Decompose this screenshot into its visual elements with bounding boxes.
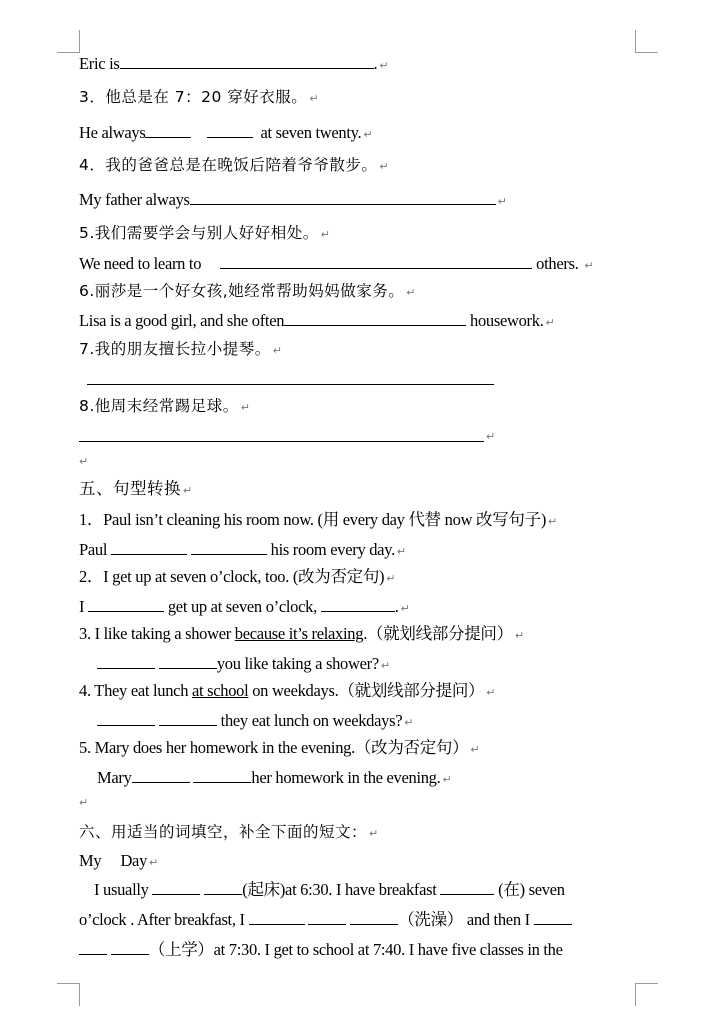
- answer-blank[interactable]: [249, 909, 305, 925]
- answer-blank[interactable]: [321, 596, 395, 612]
- answer-blank[interactable]: [111, 939, 149, 955]
- answer-blank[interactable]: [159, 653, 217, 669]
- transform-q2: 2．I get up at seven o’clock, too. (改为否定句) ↵: [79, 567, 396, 586]
- transform-q4: 4. They eat lunch at school on weekdays.（就划线部分提问） ↵: [79, 681, 496, 700]
- answer-blank[interactable]: [191, 539, 267, 555]
- passage-line-1: I usually (起床)at 6:30. I have breakfast (在) seven: [94, 880, 565, 899]
- transform-q1-answer: Paul his room every day. ↵: [79, 540, 406, 559]
- passage-title: My Day ↵: [79, 851, 158, 870]
- crop-mark-top-left: [57, 30, 80, 53]
- answer-blank[interactable]: [207, 122, 253, 138]
- transform-q3: 3. I like taking a shower because it’s relaxing.（就划线部分提问） ↵: [79, 624, 524, 643]
- question-3-chinese: 3．他总是在 7：20 穿好衣服。 ↵: [79, 88, 320, 106]
- paragraph-mark: ↵: [545, 316, 555, 329]
- paragraph-mark: ↵: [309, 92, 320, 105]
- paragraph-mark: ↵: [386, 572, 396, 585]
- paragraph-mark: ↵: [369, 827, 379, 840]
- answer-blank[interactable]: [284, 310, 466, 326]
- underlined-phrase: because it’s relaxing: [234, 624, 364, 643]
- transform-q1: 1．Paul isn’t cleaning his room now. (用 every day 代替 now 改写句子) ↵: [79, 510, 557, 529]
- answer-blank[interactable]: [220, 253, 532, 269]
- answer-line[interactable]: [79, 441, 484, 442]
- paragraph-mark: ↵: [514, 629, 524, 642]
- paragraph-mark: ↵: [272, 344, 283, 357]
- answer-blank[interactable]: [308, 909, 346, 925]
- paragraph-mark: ↵: [404, 716, 414, 729]
- paragraph-mark: ↵: [442, 773, 452, 786]
- question-8-chinese: 8.他周末经常踢足球。 ↵: [79, 397, 251, 415]
- passage-line-3: （上学）at 7:30. I get to school at 7:40. I have five classes in the: [79, 939, 563, 960]
- crop-mark-top-right: [635, 30, 658, 53]
- paragraph-mark: ↵: [470, 743, 480, 756]
- paragraph-mark: ↵: [396, 545, 406, 558]
- paragraph-mark: ↵: [79, 455, 89, 468]
- question-6-english: Lisa is a good girl, and she often housework. ↵: [79, 311, 555, 330]
- crop-mark-bottom-left: [57, 983, 80, 1006]
- paragraph-mark: ↵: [240, 401, 251, 414]
- section-6-heading: 六、用适当的词填空，补全下面的短文： ↵: [79, 823, 379, 841]
- answer-blank[interactable]: [97, 710, 155, 726]
- paragraph-mark: ↵: [379, 160, 390, 173]
- transform-q2-answer: I get up at seven o’clock, . ↵: [79, 597, 410, 616]
- answer-blank[interactable]: [159, 710, 217, 726]
- paragraph-mark: ↵: [183, 484, 193, 497]
- paragraph-mark: ↵: [486, 430, 496, 443]
- question-5-chinese: 5.我们需要学会与别人好好相处。 ↵: [79, 224, 331, 242]
- paragraph-mark: ↵: [379, 59, 389, 72]
- section-5-heading: 五、句型转换 ↵: [79, 479, 193, 498]
- paragraph-mark: ↵: [548, 515, 557, 528]
- paragraph-mark: ↵: [584, 259, 594, 272]
- answer-line[interactable]: [87, 384, 494, 385]
- transform-q5-answer: Mary her homework in the evening. ↵: [97, 768, 452, 787]
- question-3-english: He always at seven twenty. ↵: [79, 123, 373, 142]
- answer-blank[interactable]: [111, 539, 187, 555]
- answer-blank[interactable]: [193, 767, 251, 783]
- transform-q4-answer: they eat lunch on weekdays? ↵: [97, 710, 413, 733]
- answer-blank[interactable]: [120, 53, 374, 69]
- answer-blank[interactable]: [204, 879, 242, 895]
- transform-q3-answer: you like taking a shower? ↵: [97, 653, 390, 676]
- answer-blank[interactable]: [97, 653, 155, 669]
- paragraph-mark: ↵: [320, 228, 331, 241]
- answer-blank[interactable]: [132, 767, 190, 783]
- answer-blank[interactable]: [79, 939, 107, 955]
- crop-mark-bottom-right: [635, 983, 658, 1006]
- paragraph-mark: ↵: [497, 195, 507, 208]
- answer-blank[interactable]: [190, 189, 496, 205]
- underlined-phrase: at school: [191, 681, 249, 700]
- paragraph-mark: ↵: [363, 128, 373, 141]
- answer-blank[interactable]: [440, 879, 494, 895]
- transform-q5: 5. Mary does her homework in the evening.（改为否定句） ↵: [79, 738, 480, 757]
- question-4-english: My father always ↵: [79, 190, 507, 209]
- paragraph-mark: ↵: [486, 686, 496, 699]
- question-4-chinese: 4．我的爸爸总是在晚饭后陪着爷爷散步。 ↵: [79, 156, 390, 174]
- passage-line-2: o’clock . After breakfast, I （洗澡） and then I: [79, 909, 572, 930]
- answer-blank[interactable]: [88, 596, 164, 612]
- answer-blank[interactable]: [350, 909, 398, 925]
- eric-line: Eric is . ↵: [79, 54, 389, 73]
- answer-blank[interactable]: [534, 909, 572, 925]
- paragraph-mark: ↵: [400, 602, 410, 615]
- question-6-chinese: 6.丽莎是一个好女孩,她经常帮助妈妈做家务。 ↵: [79, 282, 416, 300]
- question-7-chinese: 7.我的朋友擅长拉小提琴。 ↵: [79, 340, 283, 358]
- question-5-english: We need to learn to others. ↵: [79, 254, 594, 273]
- answer-blank[interactable]: [145, 122, 191, 138]
- paragraph-mark: ↵: [380, 659, 390, 672]
- answer-blank[interactable]: [152, 879, 200, 895]
- paragraph-mark: ↵: [149, 856, 158, 869]
- paragraph-mark: ↵: [406, 286, 416, 299]
- paragraph-mark: ↵: [79, 796, 89, 809]
